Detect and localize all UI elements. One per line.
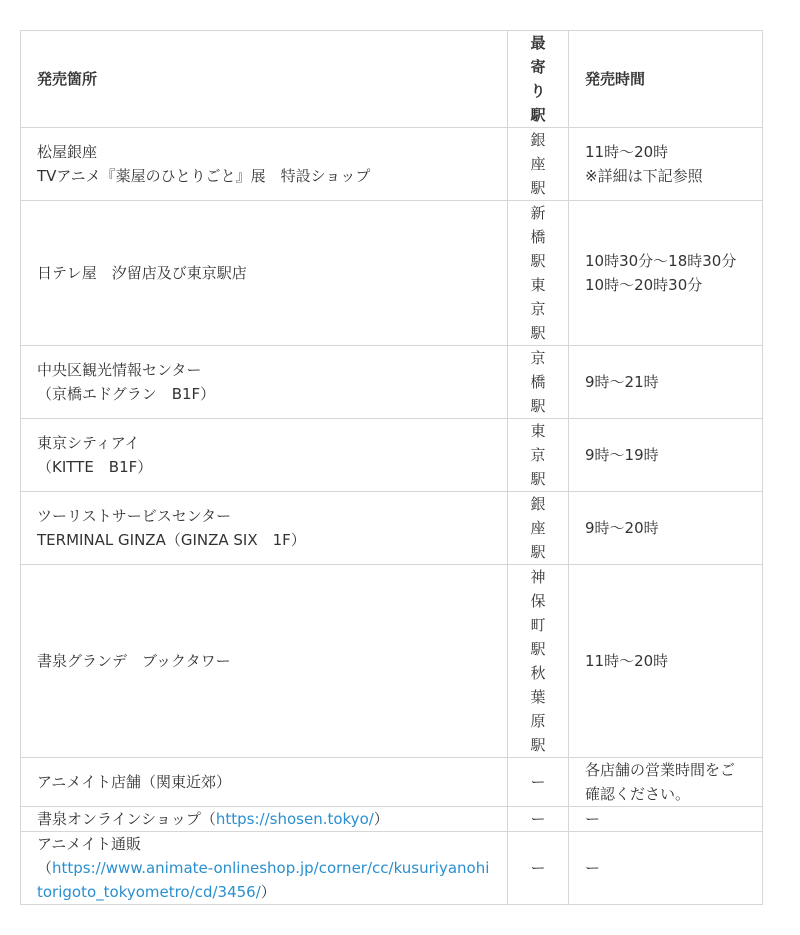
header-station xyxy=(508,31,569,128)
location-line: （京橋エドグラン B1F） xyxy=(37,385,216,403)
header-location: 発売箇所 xyxy=(21,31,508,128)
table-row xyxy=(21,201,763,346)
location-suffix: ） xyxy=(260,883,276,901)
location-line: 書泉グランデ ブックタワー xyxy=(37,652,231,670)
station-text: 銀座駅 xyxy=(530,495,546,561)
hours-line: 10時30分～18時30分 xyxy=(585,252,737,270)
station-cell xyxy=(508,201,569,346)
location-line: 松屋銀座 xyxy=(37,143,98,161)
hours-line: 9時～21時 xyxy=(585,373,659,391)
location-line: TERMINAL GINZA（GINZA SIX 1F） xyxy=(37,531,306,549)
hours-line: 各店舗の営業時間をご確認ください。 xyxy=(585,761,736,803)
location-line: ツーリストサービスセンター xyxy=(37,507,232,525)
location-cell xyxy=(21,346,508,419)
location-cell xyxy=(21,758,508,807)
hours-cell xyxy=(569,201,763,346)
station-cell xyxy=(508,128,569,201)
station-cell: ー xyxy=(508,807,569,832)
hours-cell: ー xyxy=(569,832,763,905)
station-text: 神保町駅秋葉原駅 xyxy=(530,568,546,754)
station-cell xyxy=(508,419,569,492)
header-station-text: 最寄り駅 xyxy=(530,34,546,124)
sales-locations-table xyxy=(20,30,763,905)
hours-cell xyxy=(569,565,763,758)
hours-line: 10時～20時30分 xyxy=(585,276,703,294)
station-cell xyxy=(508,346,569,419)
station-cell xyxy=(508,565,569,758)
table-row xyxy=(21,807,763,832)
hours-line: 9時～19時 xyxy=(585,446,659,464)
hours-cell xyxy=(569,419,763,492)
hours-cell xyxy=(569,346,763,419)
hours-cell xyxy=(569,128,763,201)
hours-line: 11時～20時 xyxy=(585,143,669,161)
location-line: 日テレ屋 汐留店及び東京駅店 xyxy=(37,264,247,282)
station-text: 新橋駅東京駅 xyxy=(530,204,546,342)
location-line: TVアニメ『薬屋のひとりごと』展 特設ショップ xyxy=(37,167,371,185)
hours-cell: ー xyxy=(569,807,763,832)
hours-line: ※詳細は下記参照 xyxy=(585,167,703,185)
location-line: （KITTE B1F） xyxy=(37,458,153,476)
location-suffix: ） xyxy=(373,810,389,828)
animate-online-shop-link[interactable]: https://www.animate-onlineshop.jp/corner/cc/kusuriyanohitorigoto_tokyometro/cd/3456/ xyxy=(37,859,490,901)
table-row xyxy=(21,128,763,201)
location-line: 東京シティアイ xyxy=(37,434,140,452)
location-line: アニメイト店舗（関東近郊） xyxy=(37,773,231,791)
location-cell xyxy=(21,128,508,201)
location-prefix: アニメイト通販 xyxy=(37,835,141,853)
hours-cell xyxy=(569,758,763,807)
location-cell xyxy=(21,832,508,905)
station-text: 東京駅 xyxy=(530,422,546,488)
table-row xyxy=(21,419,763,492)
location-line: 中央区観光情報センター xyxy=(37,361,202,379)
hours-line: 9時～20時 xyxy=(585,519,659,537)
location-open-paren: （ xyxy=(37,859,53,877)
station-cell: ー xyxy=(508,832,569,905)
table-row xyxy=(21,346,763,419)
location-prefix: 書泉オンラインショップ（ xyxy=(37,810,216,828)
station-text: 銀座駅 xyxy=(530,131,546,197)
shosen-online-shop-link[interactable]: https://shosen.tokyo/ xyxy=(215,810,374,828)
hours-line: 11時～20時 xyxy=(585,652,669,670)
table-row xyxy=(21,492,763,565)
hours-cell xyxy=(569,492,763,565)
table-row xyxy=(21,758,763,807)
table-row xyxy=(21,565,763,758)
location-cell xyxy=(21,492,508,565)
station-text: 京橋駅 xyxy=(530,349,546,415)
station-cell: ー xyxy=(508,758,569,807)
station-cell xyxy=(508,492,569,565)
header-hours: 発売時間 xyxy=(569,31,763,128)
sales-locations-table-container xyxy=(20,30,762,905)
location-cell xyxy=(21,201,508,346)
location-cell xyxy=(21,807,508,832)
table-header-row xyxy=(21,31,763,128)
table-row xyxy=(21,832,763,905)
location-cell xyxy=(21,565,508,758)
location-cell xyxy=(21,419,508,492)
